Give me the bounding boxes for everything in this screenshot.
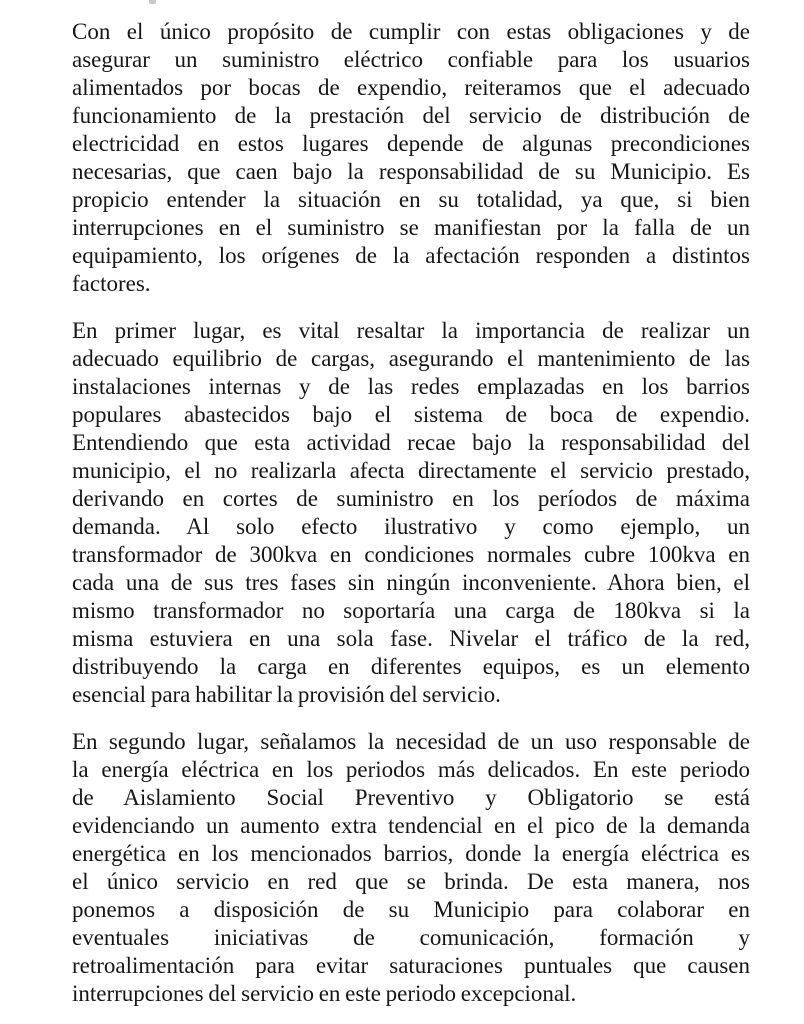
text-line: Con el único propósito de cumplir con estas obligaciones y de [72, 19, 750, 44]
text-line: necesarias, que caen bajo la responsabilidad de su Municipio. Es [72, 159, 750, 184]
text-line: adecuado equilibrio de cargas, asegurando el mantenimiento de las [72, 346, 750, 371]
text-line: propicio entender la situación en su totalidad, ya que, si bien [72, 187, 750, 212]
text-line: instalaciones internas y de las redes emplazadas en los barrios [72, 374, 750, 399]
text-line: evidenciando un aumento extra tendencial en el pico de la demanda [72, 813, 750, 838]
text-line: ponemos a disposición de su Municipio para colaborar en [72, 897, 750, 922]
text-line: equipamiento, los orígenes de la afectación responden a distintos [72, 243, 750, 268]
text-line: transformador de 300kva en condiciones normales cubre 100kva en [72, 542, 750, 567]
text-line: asegurar un suministro eléctrico confiable para los usuarios [72, 47, 750, 72]
text-line: retroalimentación para evitar saturaciones puntuales que causen [72, 953, 750, 978]
text-line: demanda. Al solo efecto ilustrativo y como ejemplo, un [72, 514, 750, 539]
document-body [72, 18, 750, 1024]
text-line: factores. [72, 271, 151, 296]
paragraph [72, 728, 750, 1008]
cut-off-text-fragment [149, 0, 156, 4]
text-line: electricidad en estos lugares depende de algunas precondiciones [72, 131, 750, 156]
text-line: interrupciones en el suministro se manifiestan por la falla de un [72, 215, 750, 240]
text-line: alimentados por bocas de expendio, reiteramos que el adecuado [72, 75, 750, 100]
text-line: misma estuviera en una sola fase. Nivelar el tráfico de la red, [72, 626, 750, 651]
text-line: interrupciones del servicio en este periodo excepcional. [72, 981, 577, 1006]
text-line: la energía eléctrica en los periodos más delicados. En este periodo [72, 757, 750, 782]
text-line: distribuyendo la carga en diferentes equipos, es un elemento [72, 654, 750, 679]
paragraph [72, 317, 750, 709]
text-line: el único servicio en red que se brinda. De esta manera, nos [72, 869, 750, 894]
paragraph [72, 18, 750, 298]
text-line: mismo transformador no soportaría una carga de 180kva si la [72, 598, 750, 623]
text-line: cada una de sus tres fases sin ningún inconveniente. Ahora bien, el [72, 570, 750, 595]
text-line: En primer lugar, es vital resaltar la importancia de realizar un [72, 318, 750, 343]
text-line: funcionamiento de la prestación del servicio de distribución de [72, 103, 750, 128]
text-line: energética en los mencionados barrios, donde la energía eléctrica es [72, 841, 750, 866]
text-line: de Aislamiento Social Preventivo y Obligatorio se está [72, 785, 750, 810]
text-line: esencial para habilitar la provisión del servicio. [72, 682, 501, 707]
text-line: populares abastecidos bajo el sistema de boca de expendio. [72, 402, 750, 427]
text-line: eventuales iniciativas de comunicación, formación y [72, 925, 750, 950]
text-line: derivando en cortes de suministro en los períodos de máxima [72, 486, 750, 511]
text-line: municipio, el no realizarla afecta directamente el servicio prestado, [72, 458, 750, 483]
text-line: En segundo lugar, señalamos la necesidad de un uso responsable de [72, 729, 750, 754]
text-line: Entendiendo que esta actividad recae bajo la responsabilidad del [72, 430, 750, 455]
